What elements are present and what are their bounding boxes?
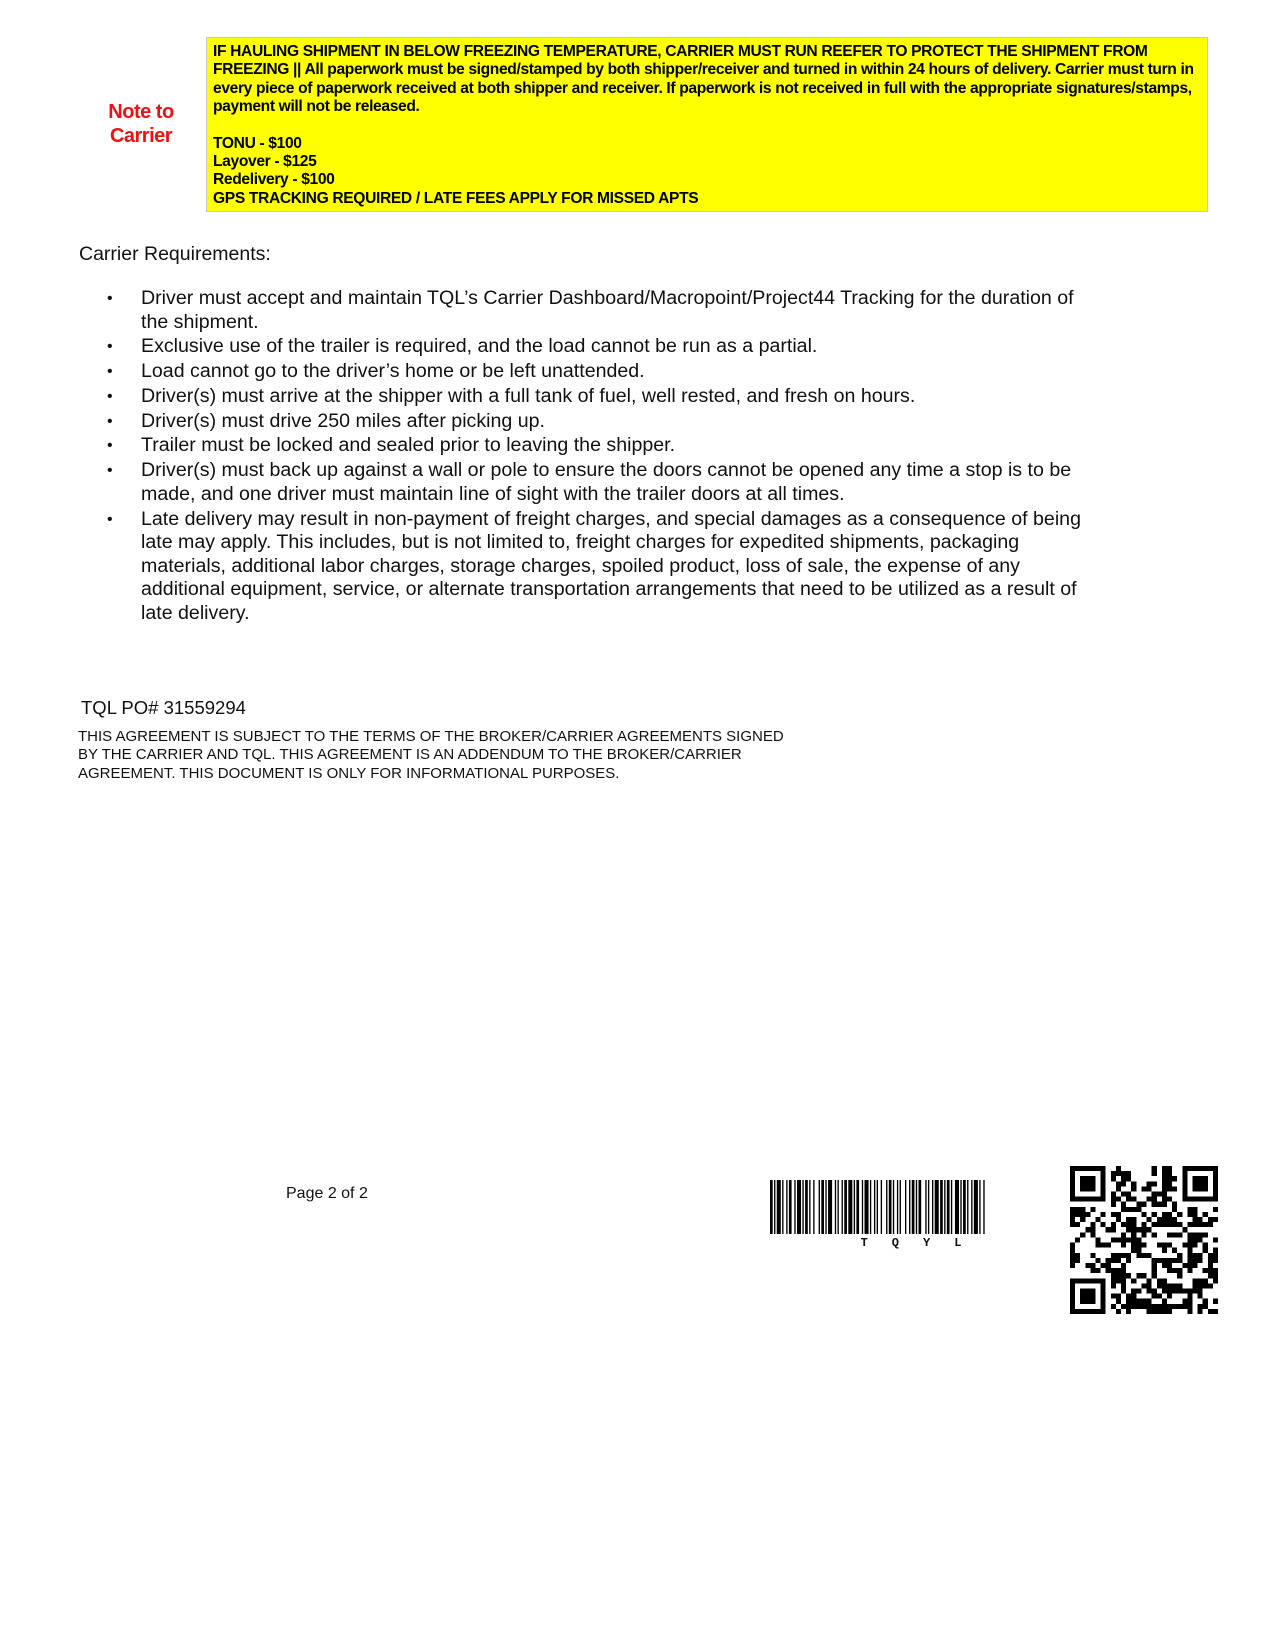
requirement-text: Exclusive use of the trailer is required, and the load cannot be run as a partial. xyxy=(141,335,818,358)
list-item xyxy=(105,434,1095,458)
bullet-icon: • xyxy=(107,437,113,455)
carrier-requirements-list xyxy=(105,287,1095,626)
requirement-text: Driver(s) must arrive at the shipper with a full tank of fuel, well rested, and fresh on hours. xyxy=(141,384,916,407)
fee-layover: Layover - $125 xyxy=(213,153,317,171)
note-to-carrier-box xyxy=(206,37,1208,212)
fee-redelivery: Redelivery - $100 xyxy=(213,171,335,189)
bullet-icon: • xyxy=(107,290,113,307)
carrier-requirements-title: Carrier Requirements: xyxy=(79,243,271,265)
requirement-text: Load cannot go to the driver’s home or be left unattended. xyxy=(141,360,645,383)
bullet-icon: • xyxy=(107,387,113,405)
fee-tonu: TONU - $100 xyxy=(213,134,302,152)
barcode-icon xyxy=(770,1180,1052,1234)
note-label-line1: Note to xyxy=(108,101,174,123)
list-item xyxy=(105,287,1095,334)
list-item xyxy=(105,360,1095,384)
bullet-icon: • xyxy=(107,338,113,356)
bullet-icon: • xyxy=(107,462,113,480)
gps-tracking-notice: GPS TRACKING REQUIRED / LATE FEES APPLY FOR MISSED APTS xyxy=(213,189,699,207)
requirement-text: Driver(s) must drive 250 miles after picking up. xyxy=(141,409,545,432)
note-label-line2: Carrier xyxy=(109,125,173,147)
barcode xyxy=(770,1180,1052,1250)
list-item xyxy=(105,459,1095,506)
agreement-disclaimer: THIS AGREEMENT IS SUBJECT TO THE TERMS OF THE BROKER/CARRIER AGREEMENTS SIGNED BY THE CARRIER AND TQL. THIS AGREEMENT IS AN ADDENDUM TO THE BROKER/CARRIER AGREEMENT. THIS DOCUMENT IS ONLY FOR INFORMATIONAL PURPOSES. xyxy=(78,728,784,782)
requirement-text: Trailer must be locked and sealed prior to leaving the shipper. xyxy=(141,434,676,457)
barcode-caption: TQYL xyxy=(860,1236,986,1250)
list-item xyxy=(105,508,1095,626)
list-item xyxy=(105,335,1095,359)
requirement-text: Late delivery may result in non-payment of freight charges, and special damages as a consequence of being late may apply. This includes, but is not limited to, freight charges for expedited shipments, packaging materials, additional labor charges, storage charges, spoiled product, loss of sale, the expense of any additional equipment, service, or alternate transportation arrangements that need to be utilized as a result of late delivery. xyxy=(141,507,1081,624)
page-number: Page 2 of 2 xyxy=(286,1185,368,1202)
bullet-icon: • xyxy=(107,412,113,430)
tql-po-number: TQL PO# 31559294 xyxy=(81,697,246,718)
bullet-icon: • xyxy=(107,510,113,528)
bullet-icon: • xyxy=(107,363,113,381)
list-item xyxy=(105,385,1095,409)
requirement-text: Driver(s) must back up against a wall or pole to ensure the doors cannot be opened any time a stop is to be made, and one driver must maintain line of sight with the trailer doors at all times. xyxy=(141,459,1072,505)
note-paragraph: IF HAULING SHIPMENT IN BELOW FREEZING TEMPERATURE, CARRIER MUST RUN REEFER TO PROTECT THE SHIPMENT FROM FREEZING || All paperwork must be signed/stamped by both shipper/receiver and turned in within 24 hours of delivery. Carrier must turn in every piece of paperwork received at both shipper and receiver. If paperwork is not received in full with the appropriate signatures/stamps, payment will not be released. xyxy=(213,43,1194,116)
note-to-carrier-label xyxy=(98,100,184,148)
qr-code-icon xyxy=(1070,1166,1218,1314)
requirement-text: Driver must accept and maintain TQL’s Carrier Dashboard/Macropoint/Project44 Tracking for the duration of the shipment. xyxy=(141,287,1074,333)
list-item xyxy=(105,410,1095,434)
